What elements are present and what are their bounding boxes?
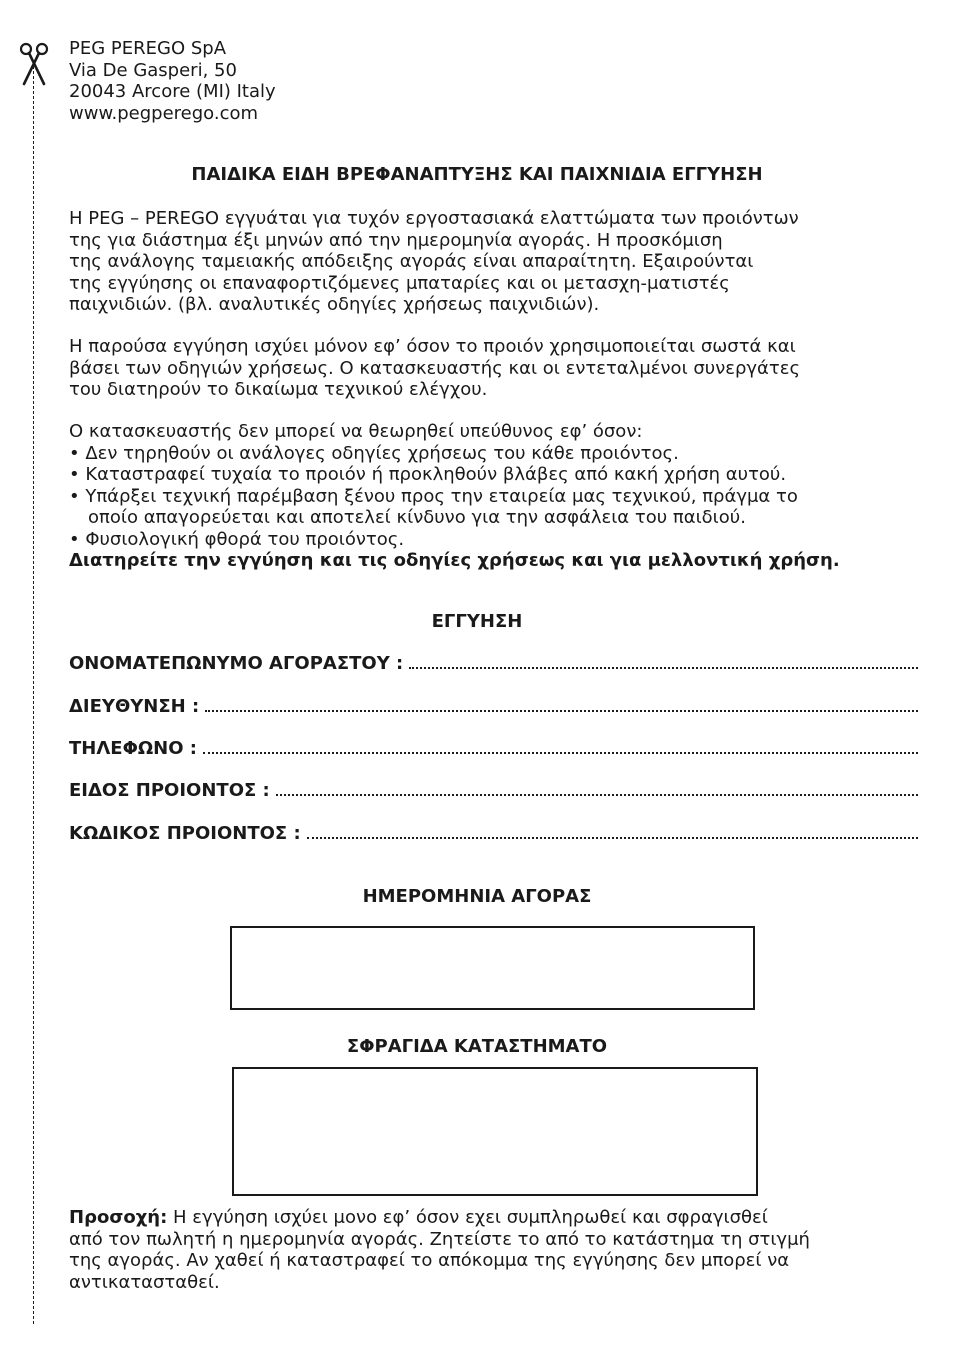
note-text: από τον πωλητή η ημερομηνία αγοράς. Ζητείστε το από το κατάστημα τη στιγμή	[69, 1228, 810, 1250]
company-street: Via De Gasperi, 50	[69, 59, 237, 81]
liability-exclusions	[69, 421, 929, 572]
attention-note	[69, 1207, 929, 1293]
fill-line[interactable]	[307, 823, 918, 839]
text-line: Η PEG – PEREGO εγγυάται για τυχόν εργοστασιακά ελαττώματα των προιόντων	[69, 208, 799, 229]
text-line: της για διάστημα έξι μηνών από την ημερομηνία αγοράς. Η προσκόμιση	[69, 229, 723, 251]
field-label: ΕΙΔΟΣ ΠΡΟΙΟΝΤΟΣ :	[69, 780, 270, 801]
text-line: Η παρούσα εγγύηση ισχύει μόνον εφ’ όσον το προιόν χρησιμοποιείται σωστά και	[69, 336, 796, 357]
field-label: ΔΙΕΥΘΥΝΣΗ :	[69, 696, 200, 717]
fill-line[interactable]	[276, 780, 918, 796]
warranty-paragraph-1	[69, 208, 929, 316]
text-line: του διατηρούν το δικαίωμα τεχνικού ελέγχου.	[69, 379, 488, 400]
text-line: της ανάλογης ταμειακής απόδειξης αγοράς είναι απαραίτητη. Εξαιρούνται	[69, 251, 754, 272]
cut-line	[33, 66, 34, 1324]
text-line: βάσει των οδηγιών χρήσεως. Ο κατασκευαστής και οι εντεταλμένοι συνεργάτες	[69, 357, 801, 379]
phone-field[interactable]	[69, 738, 918, 759]
note-text: αντικατασταθεί.	[69, 1271, 220, 1293]
note-text: Η εγγύηση ισχύει μονο εφ’ όσον εχει συμπληρωθεί και σφραγισθεί	[167, 1207, 768, 1228]
purchase-date-box[interactable]	[230, 926, 755, 1010]
fill-line[interactable]	[203, 738, 918, 754]
field-label: ΚΩΔΙΚΟΣ ΠΡΟΙΟΝΤΟΣ :	[69, 823, 301, 844]
buyer-name-field[interactable]	[69, 653, 918, 674]
warranty-paragraph-2	[69, 336, 929, 401]
bullet-item: • Υπάρξει τεχνική παρέμβαση ξένου προς την εταιρεία μας τεχνικού, πράγμα το	[69, 485, 798, 507]
address-field[interactable]	[69, 696, 918, 717]
company-city: 20043 Arcore (MI) Italy	[69, 81, 276, 102]
note-text: της αγοράς. Αν χαθεί ή καταστραφεί το απόκομμα της εγγύησης δεν μπορεί να	[69, 1250, 790, 1271]
warranty-title: ΠΑΙΔΙΚΑ ΕΙΔΗ ΒΡΕΦΑΝΑΠΤΥΞΗΣ ΚΑΙ ΠΑΙΧΝΙΔΙΑ ΕΓΓΥΗΣΗ	[191, 164, 763, 185]
text-line: της εγγύησης οι επαναφορτιζόμενες μπαταρίες και οι μετασχη-ματιστές	[69, 272, 730, 294]
scissors-icon	[18, 40, 50, 86]
fill-line[interactable]	[409, 653, 918, 669]
field-label: ΤΗΛΕΦΩΝΟ :	[69, 738, 198, 759]
product-type-field[interactable]	[69, 780, 918, 801]
store-stamp-label: ΣΦΡΑΓΙΔΑ ΚΑΤΑΣΤΗΜΑΤΟ	[346, 1036, 608, 1057]
company-address	[69, 38, 276, 124]
store-stamp-box[interactable]	[232, 1067, 758, 1196]
form-title: ΕΓΓΥΗΣΗ	[431, 611, 523, 632]
text-line: παιχνιδιών. (βλ. αναλυτικές οδηγίες χρήσεως παιχνιδιών).	[69, 294, 600, 315]
company-name: PEG PEREGO SpA	[69, 38, 227, 59]
bullet-continuation: οποίο απαγορεύεται και αποτελεί κίνδυνο για την ασφάλεια του παιδιού.	[88, 507, 746, 528]
keep-warranty-notice: Διατηρείτε την εγγύηση και τις οδηγίες χρήσεως και για μελλοντική χρήση.	[69, 550, 840, 571]
exclusions-intro: Ο κατασκευαστής δεν μπορεί να θεωρηθεί υπεύθυνος εφ’ όσον:	[69, 421, 643, 442]
bullet-item: • Φυσιολογική φθορά του προιόντος.	[69, 528, 405, 550]
field-label: ΟΝΟΜΑΤΕΠΩΝΥΜΟ ΑΓΟΡΑΣΤΟΥ :	[69, 653, 404, 674]
product-code-field[interactable]	[69, 823, 918, 844]
purchase-date-label: ΗΜΕΡΟΜΗΝΙΑ ΑΓΟΡΑΣ	[362, 886, 592, 907]
bullet-item: • Δεν τηρηθούν οι ανάλογες οδηγίες χρήσεως του κάθε προιόντος.	[69, 442, 679, 464]
company-website[interactable]: www.pegperego.com	[69, 102, 259, 124]
fill-line[interactable]	[205, 696, 918, 712]
bullet-item: • Καταστραφεί τυχαία το προιόν ή προκληθούν βλάβες από κακή χρήση αυτού.	[69, 464, 787, 485]
attention-label: Προσοχή:	[69, 1207, 168, 1228]
